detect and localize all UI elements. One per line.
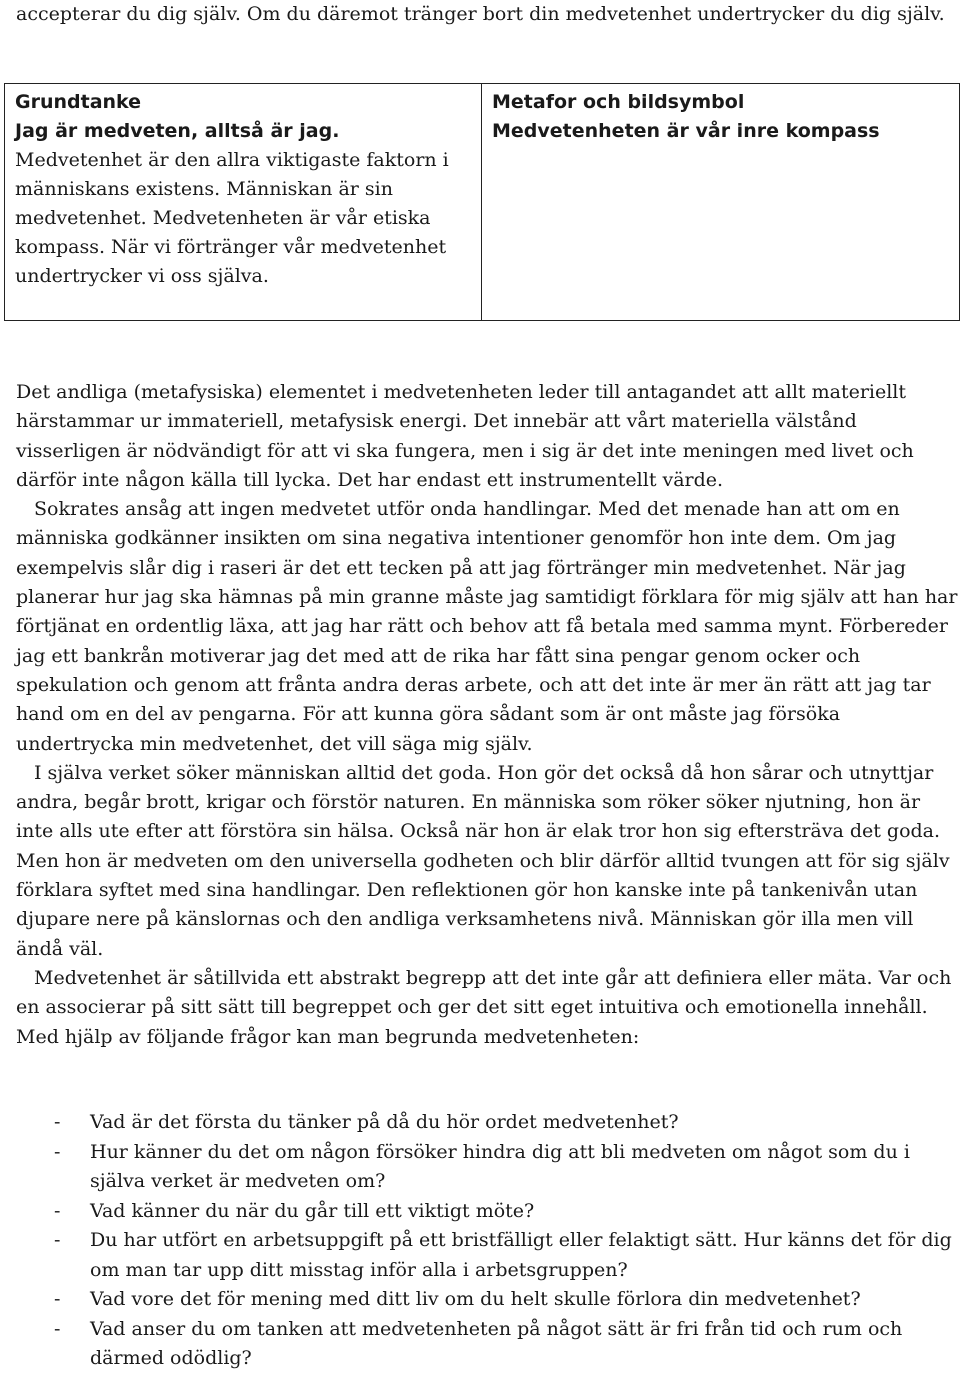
concept-table — [4, 83, 960, 321]
list-dash: - — [54, 1199, 61, 1222]
list-dash: - — [54, 1229, 61, 1251]
intro-paragraph: accepterar du dig själv. Om du däremot tränger bort din medvetenhet undertrycker du dig själv. — [16, 3, 945, 25]
list-item — [16, 1226, 960, 1285]
concept-cell-metafor — [482, 84, 960, 321]
question-text: Vad vore det för mening med ditt liv om du helt skulle förlora din medvetenhet? — [90, 1288, 861, 1310]
list-item — [16, 1108, 960, 1138]
list-dash: - — [54, 1140, 61, 1163]
grundtanke-subheading: Jag är medveten, alltså är jag. — [15, 120, 340, 142]
document-page — [16, 0, 956, 29]
question-text: Vad är det första du tänker på då du hör ordet medvetenhet? — [90, 1111, 679, 1133]
paragraph-abstrakt: Medvetenhet är såtillvida ett abstrakt begrepp att det inte går att definiera eller mäta. Var och en associerar på sitt sätt till begreppet och ger det sitt eget intuitiva och emotionella innehåll. Med hjälp av följande frågor kan man begrunda medvetenheten: — [16, 966, 952, 1048]
list-item — [16, 1197, 960, 1227]
list-dash: - — [54, 1288, 61, 1310]
list-item — [16, 1138, 960, 1197]
body-text — [16, 378, 960, 1052]
grundtanke-text: Medvetenhet är den allra viktigaste faktorn i människans existens. Människan är sin medvetenhet. Medvetenheten är vår etiska kompass. När vi förtränger vår medvetenhet undertrycker vi oss själva. — [15, 149, 449, 287]
paragraph-goda: I själva verket söker människan alltid det goda. Hon gör det också då hon sårar och utnyttjar andra, begår brott, krigar och förstör naturen. En människa som röker söker njutning, hon är inte alls ute efter att förstöra sin hälsa. Också när hon är elak tror hon sig eftersträva det goda. Men hon är medveten om den universella godheten och blir därför alltid tvungen att för sig själv förklara syftet med sina handlingar. Den reflektionen gör hon kanske inte på tankenivån utan djupare nere på känslornas och den andliga verksamhetens nivå. Människan gör illa men vill ändå väl. — [16, 761, 950, 960]
question-text: Vad känner du när du går till ett viktigt möte? — [90, 1199, 535, 1222]
concept-cell-grundtanke — [5, 84, 482, 321]
list-dash: - — [54, 1317, 61, 1340]
paragraph-sokrates: Sokrates ansåg att ingen medvetet utför onda handlingar. Med det menade han att om en människa godkänner insikten om sina negativa intentioner genomför hon inte dem. Om jag exempelvis slår dig i raseri är det ett tecken på att jag förtränger min medvetenhet. När jag planerar hur jag ska hämnas på min granne måste jag samtidigt förklara för mig själv att han har förtjänat en ordentlig läxa, att jag har rätt och behov att få betala med samma mynt. Förbereder jag ett bankrån motiverar jag det med att de rika har fått sina pengar genom ocker och spekulation och genom att frånta andra deras arbete, och att det inte är mer än rätt att jag tar hand om en del av pengarna. För att kunna göra sådant som är ont måste jag försöka undertrycka min medvetenhet, det vill säga mig själv. — [16, 498, 958, 755]
paragraph-metafysik: Det andliga (metafysiska) elementet i medvetenheten leder till antagandet att allt materiellt härstammar ur immateriell, metafysisk energi. Det innebär att vårt materiella välstånd visserligen är nödvändigt för att vi ska fungera, men i sig är det inte meningen med livet och därför inte någon källa till lycka. Det har endast ett instrumentellt värde. — [16, 381, 914, 491]
question-list — [16, 1108, 960, 1374]
question-text: Vad anser du om tanken att medvetenheten på något sätt är fri från tid och rum och därmed odödlig? — [90, 1317, 903, 1369]
list-item — [16, 1285, 960, 1315]
question-text: Du har utfört en arbetsuppgift på ett bristfälligt eller felaktigt sätt. Hur känns det för dig om man tar upp ditt misstag inför alla i arbetsgruppen? — [90, 1229, 952, 1281]
metafor-heading: Metafor och bildsymbol — [492, 91, 745, 113]
list-dash: - — [54, 1111, 61, 1133]
list-item — [16, 1315, 960, 1374]
question-text: Hur känner du det om någon försöker hindra dig att bli medveten om något som du i själva verket är medveten om? — [90, 1140, 910, 1192]
metafor-subheading: Medvetenheten är vår inre kompass — [492, 120, 880, 142]
grundtanke-heading: Grundtanke — [15, 91, 142, 113]
